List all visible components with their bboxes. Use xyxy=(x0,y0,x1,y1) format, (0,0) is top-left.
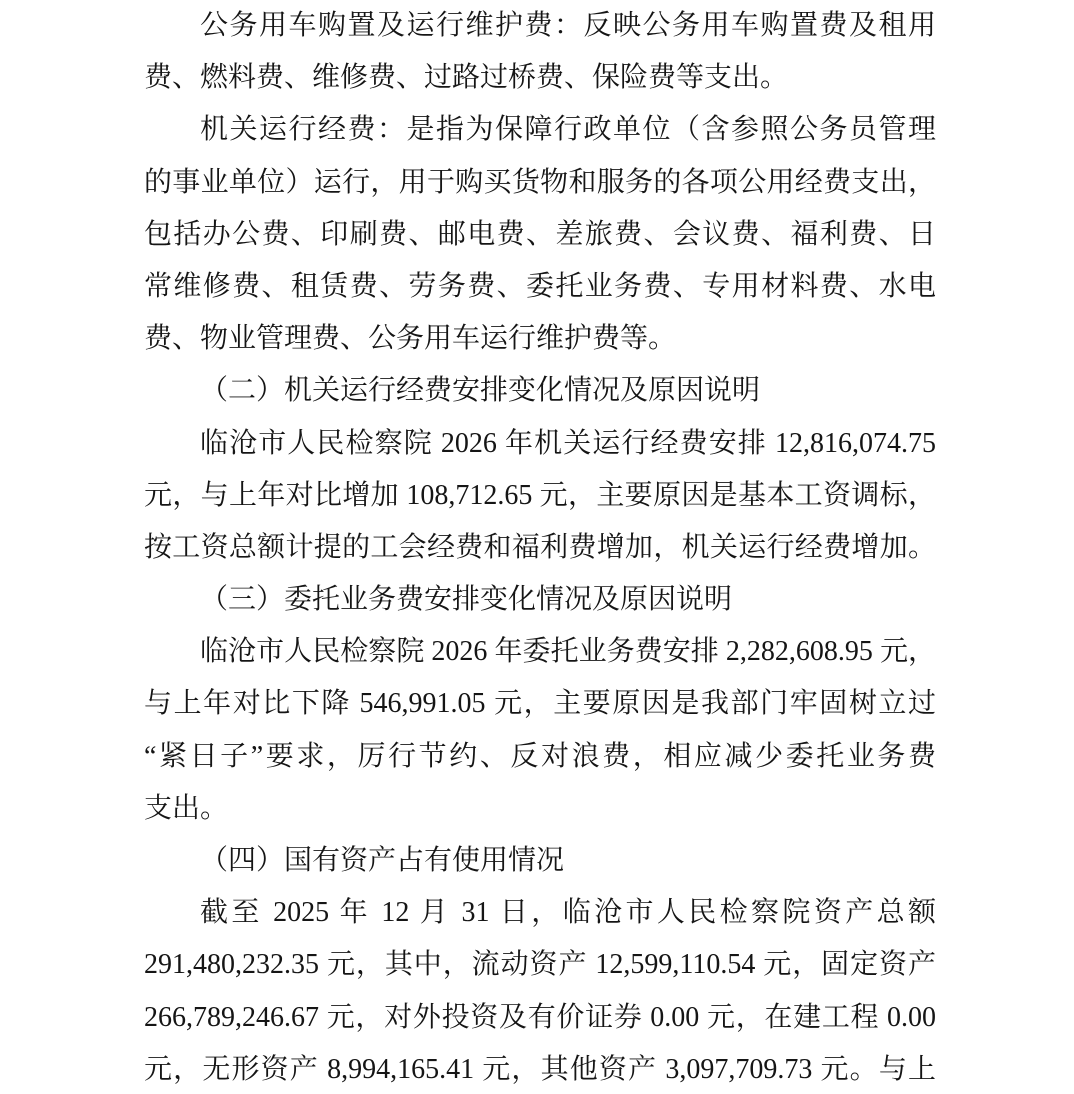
para-agency-operating-funds-change-line-1: 临沧市人民检察院 2026 年机关运行经费安排 12,816,074.75 xyxy=(200,427,936,459)
para-agency-operating-funds-definition-line-5: 费、物业管理费、公务用车运行维护费等。 xyxy=(144,323,677,355)
heading-section-4-line-1: （四）国有资产占有使用情况 xyxy=(200,845,565,876)
para-agency-operating-funds-definition-line-3: 包括办公费、印刷费、邮电费、差旅费、会议费、福利费、日 xyxy=(144,218,936,250)
para-state-assets-usage-line-2: 291,480,232.35 元，其中，流动资产 12,599,110.54 元，固定资产 xyxy=(144,949,936,981)
para-state-assets-usage-line-4: 元，无形资产 8,994,165.41 元，其他资产 3,097,709.73 元。与上 xyxy=(144,1053,936,1085)
heading-section-3-line-1: （三）委托业务费安排变化情况及原因说明 xyxy=(200,584,733,616)
para-entrusted-business-fee-change-line-4: 支出。 xyxy=(144,792,229,824)
para-entrusted-business-fee-change-line-1: 临沧市人民检察院 2026 年委托业务费安排 2,282,608.95 元， xyxy=(200,636,936,668)
text-column xyxy=(144,0,936,1094)
para-agency-operating-funds-definition-line-2: 的事业单位）运行，用于购买货物和服务的各项公用经费支出， xyxy=(144,166,936,198)
para-official-vehicle-expense-definition-line-2: 费、燃料费、维修费、过路过桥费、保险费等支出。 xyxy=(144,62,789,94)
para-entrusted-business-fee-change-line-3: “紧日子”要求，厉行节约、反对浪费，相应减少委托业务费 xyxy=(144,740,936,772)
para-official-vehicle-expense-definition-line-1: 公务用车购置及运行维护费：反映公务用车购置费及租用 xyxy=(200,10,936,41)
para-agency-operating-funds-definition-line-1: 机关运行经费：是指为保障行政单位（含参照公务员管理 xyxy=(200,114,936,146)
para-agency-operating-funds-change-line-3: 按工资总额计提的工会经费和福利费增加，机关运行经费增加。 xyxy=(144,531,936,563)
para-state-assets-usage-line-1: 截至 2025 年 12 月 31 日，临沧市人民检察院资产总额 xyxy=(200,897,936,929)
para-entrusted-business-fee-change-line-2: 与上年对比下降 546,991.05 元，主要原因是我部门牢固树立过 xyxy=(144,688,936,720)
para-state-assets-usage-line-3: 266,789,246.67 元，对外投资及有价证券 0.00 元，在建工程 0.00 xyxy=(144,1001,936,1033)
para-agency-operating-funds-definition-line-4: 常维修费、租赁费、劳务费、委托业务费、专用材料费、水电 xyxy=(144,270,936,302)
heading-section-2-line-1: （二）机关运行经费安排变化情况及原因说明 xyxy=(200,375,761,407)
para-agency-operating-funds-change-line-2: 元，与上年对比增加 108,712.65 元，主要原因是基本工资调标， xyxy=(144,479,936,511)
